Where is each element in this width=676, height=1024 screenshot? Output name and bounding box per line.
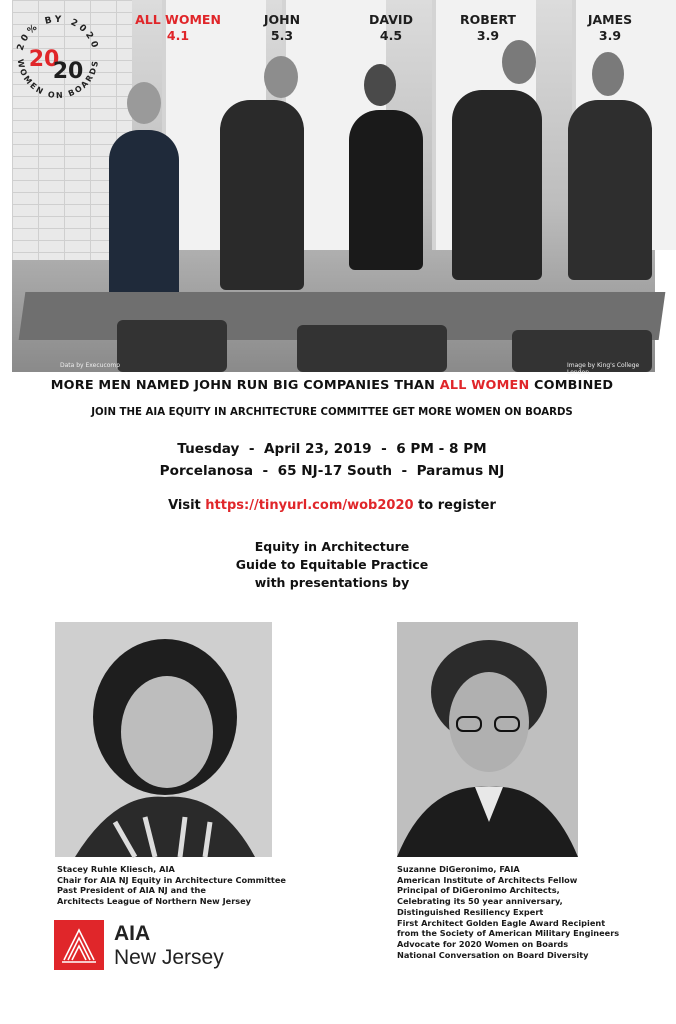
event-date-time: Tuesday - April 23, 2019 - 6 PM - 8 PM: [177, 441, 487, 457]
headline: MORE MEN NAMED JOHN RUN BIG COMPANIES THAN ALL WOMEN COMBINED: [50, 378, 614, 393]
svg-text:WOMEN ON BOARDS: WOMEN ON BOARDS: [15, 58, 101, 101]
svg-text:20% BY 2020: 20% BY 2020: [15, 14, 101, 52]
register-line: Visit https://tinyurl.com/wob2020 to register: [168, 498, 496, 513]
speaker1-photo: [55, 622, 272, 857]
photo-credit-right: Image by King's College London: [567, 362, 640, 376]
2020-women-on-boards-logo: [8, 8, 108, 108]
stat-john: JOHN 5.3: [263, 12, 301, 43]
subhead: JOIN THE AIA EQUITY IN ARCHITECTURE COMMITTEE GET MORE WOMEN ON BOARDS: [91, 407, 573, 418]
speaker1-bio: Stacey Ruhle Kliesch, AIA Chair for AIA NJ Equity in Architecture Committee Past President of AIA NJ and the Architects League of Northern New Jersey: [57, 864, 286, 907]
stat-all-women: ALL WOMEN 4.1: [135, 12, 221, 43]
svg-text:20: 20: [52, 59, 84, 84]
stat-robert: ROBERT 3.9: [460, 12, 516, 43]
aia-emblem-icon: [54, 920, 104, 970]
aia-new-jersey-logo: AIA New Jersey: [54, 920, 254, 972]
program-title: Equity in Architecture Guide to Equitable Practice with presentations by: [235, 539, 429, 590]
stat-david: DAVID 4.5: [369, 12, 413, 43]
photo-credit-left: Data by Execucomp: [60, 362, 121, 369]
svg-text:20: 20: [28, 47, 60, 72]
speaker2-bio: Suzanne DiGeronimo, FAIA American Institute of Architects Fellow Principal of DiGeronimo Architects, Celebrating its 50 year anniversary, Distinguished Resiliency Expert First Architect Golden Eagle Award Recipient from the Society of American Military Engineers Advocate for 2020 Women on Boards National Conversation on Board Diversity: [397, 864, 620, 960]
speaker2-photo: [397, 622, 578, 857]
register-link[interactable]: https://tinyurl.com/wob2020: [205, 498, 414, 513]
hero-photo: [12, 0, 655, 376]
event-location: Porcelanosa - 65 NJ-17 South - Paramus NJ: [159, 463, 505, 479]
stat-james: JAMES 3.9: [587, 12, 633, 43]
